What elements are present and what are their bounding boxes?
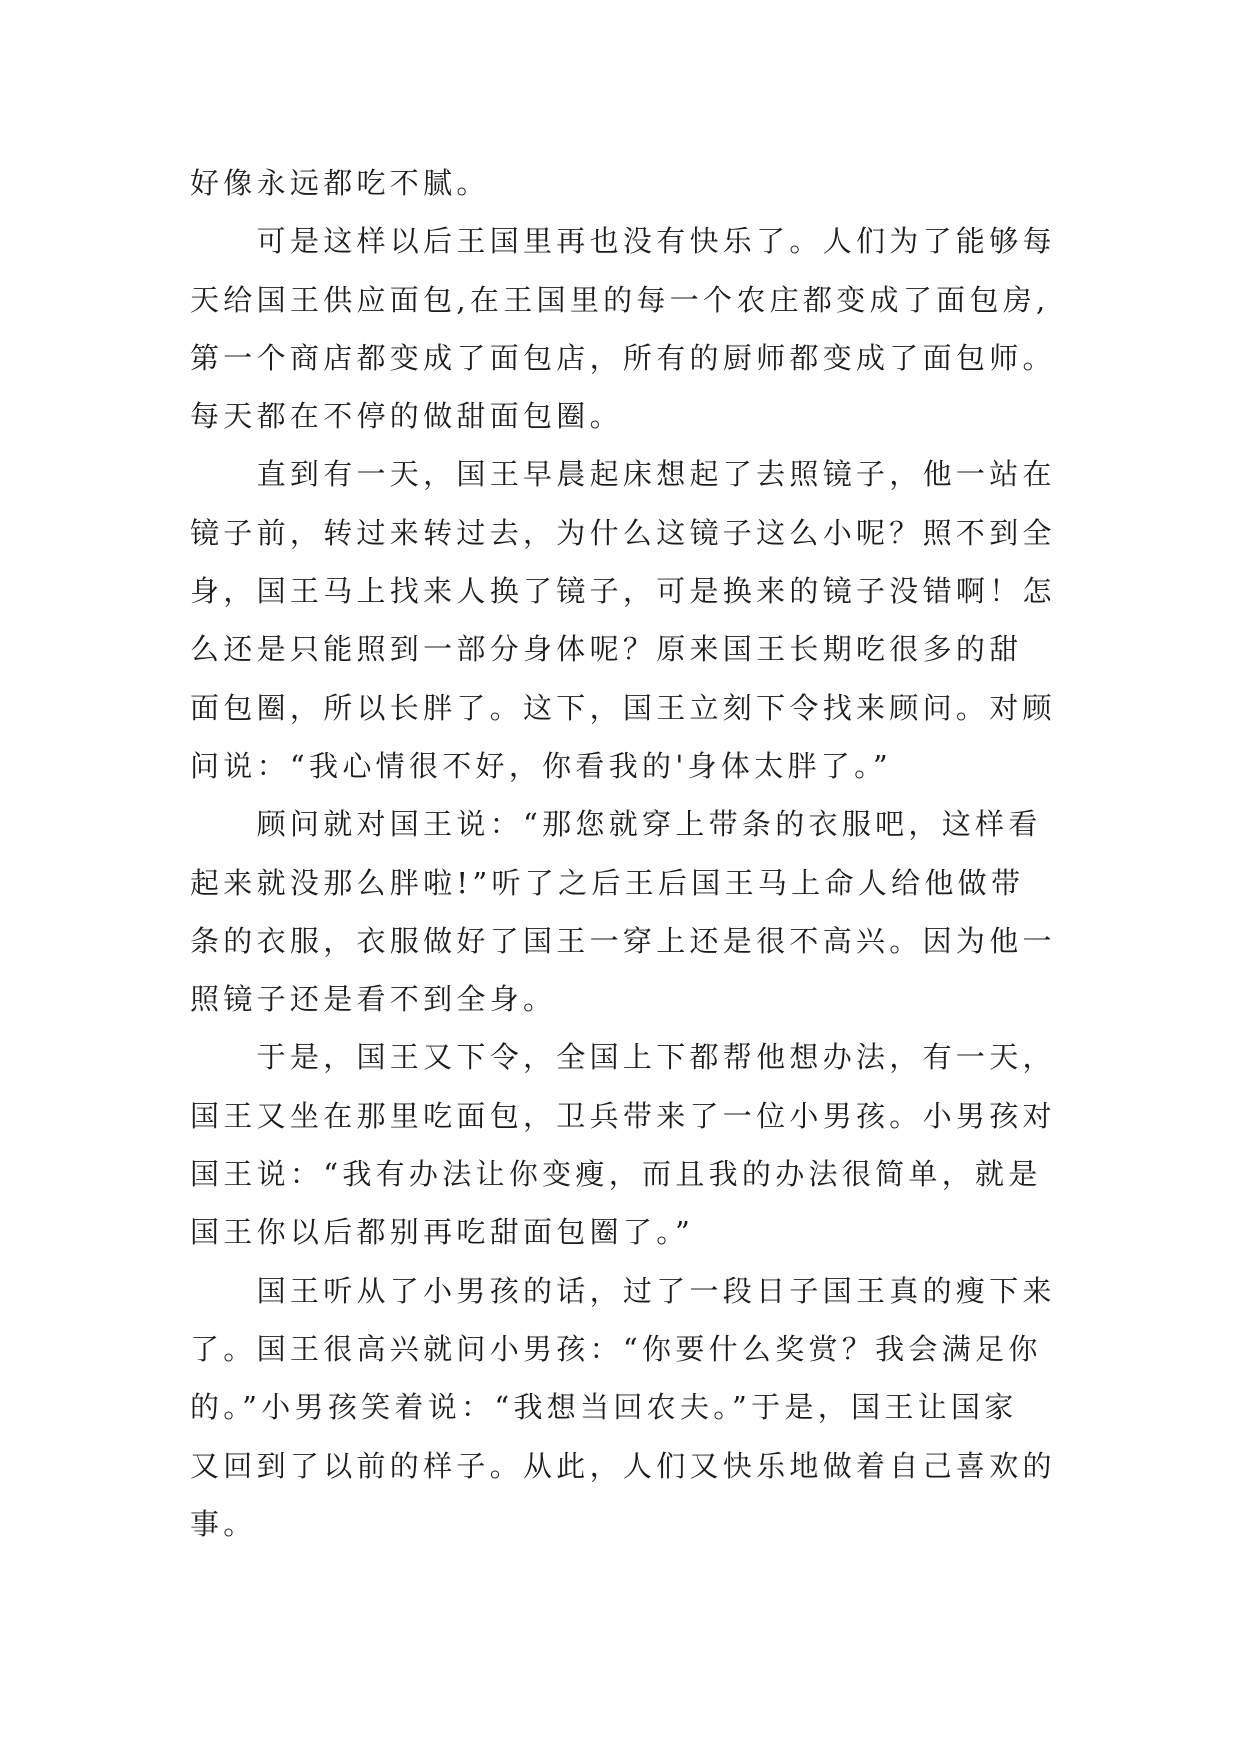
text-line: 照镜子还是看不到全身。 <box>190 982 557 1017</box>
text-line: 又回到了以前的样子。从此，人们又快乐地做着自己喜欢的 <box>190 1448 1056 1483</box>
paragraph <box>190 154 1241 212</box>
text-line: 了。国王很高兴就问小男孩：“你要什么奖赏？我会满足你 <box>190 1331 1042 1366</box>
text-line: 身，国王马上找来人换了镜子，可是换来的镜子没错啊！怎 <box>190 574 1056 609</box>
text-line: 天给国王供应面包,在王国里的每一个农庄都变成了面包房, <box>190 282 1050 317</box>
text-line: 国王又坐在那里吃面包，卫兵带来了一位小男孩。小男孩对 <box>190 1098 1056 1133</box>
paragraph <box>190 795 1241 1028</box>
text-line: 问说：“我心情很不好，你看我的'身体太胖了。” <box>190 748 893 783</box>
text-line: 起来就没那么胖啦!”听了之后王后国王马上命人给他做带 <box>190 865 1025 900</box>
text-line: 的。”小男孩笑着说：“我想当回农夫。”于是，国王让国家 <box>190 1390 1018 1425</box>
paragraph <box>190 1262 1241 1553</box>
text-line: 直到有一天，国王早晨起床想起了去照镜子，他一站在 <box>256 457 1056 492</box>
text-line: 国王你以后都别再吃甜面包圈了。” <box>190 1215 695 1250</box>
text-line: 于是，国王又下令，全国上下都帮他想办法，有一天， <box>256 1040 1056 1075</box>
text-line: 每天都在不停的做甜面包圈。 <box>190 399 623 434</box>
text-line: 第一个商店都变成了面包店，所有的厨师都变成了面包师。 <box>190 340 1056 375</box>
paragraph <box>190 212 1241 445</box>
paragraph <box>190 445 1241 795</box>
text-line: 好像永远都吃不腻。 <box>190 166 490 200</box>
text-line: 事。 <box>190 1506 257 1541</box>
paragraph <box>190 1028 1241 1261</box>
text-line: 国王说：“我有办法让你变瘦，而且我的办法很简单，就是 <box>190 1157 1042 1192</box>
text-line: 么还是只能照到一部分身体呢？原来国王长期吃很多的甜 <box>190 632 1023 667</box>
text-line: 镜子前，转过来转过去，为什么这镜子这么小呢？照不到全 <box>190 515 1056 550</box>
text-line: 顾问就对国王说：“那您就穿上带条的衣服吧，这样看 <box>256 807 1042 842</box>
text-line: 条的衣服，衣服做好了国王一穿上还是很不高兴。因为他一 <box>190 923 1056 958</box>
text-line: 可是这样以后王国里再也没有快乐了。人们为了能够每 <box>256 224 1056 259</box>
text-line: 面包圈，所以长胖了。这下，国王立刻下令找来顾问。对顾 <box>190 690 1056 725</box>
text-line: 国王听从了小男孩的话，过了一段日子国王真的瘦下来 <box>256 1273 1056 1308</box>
